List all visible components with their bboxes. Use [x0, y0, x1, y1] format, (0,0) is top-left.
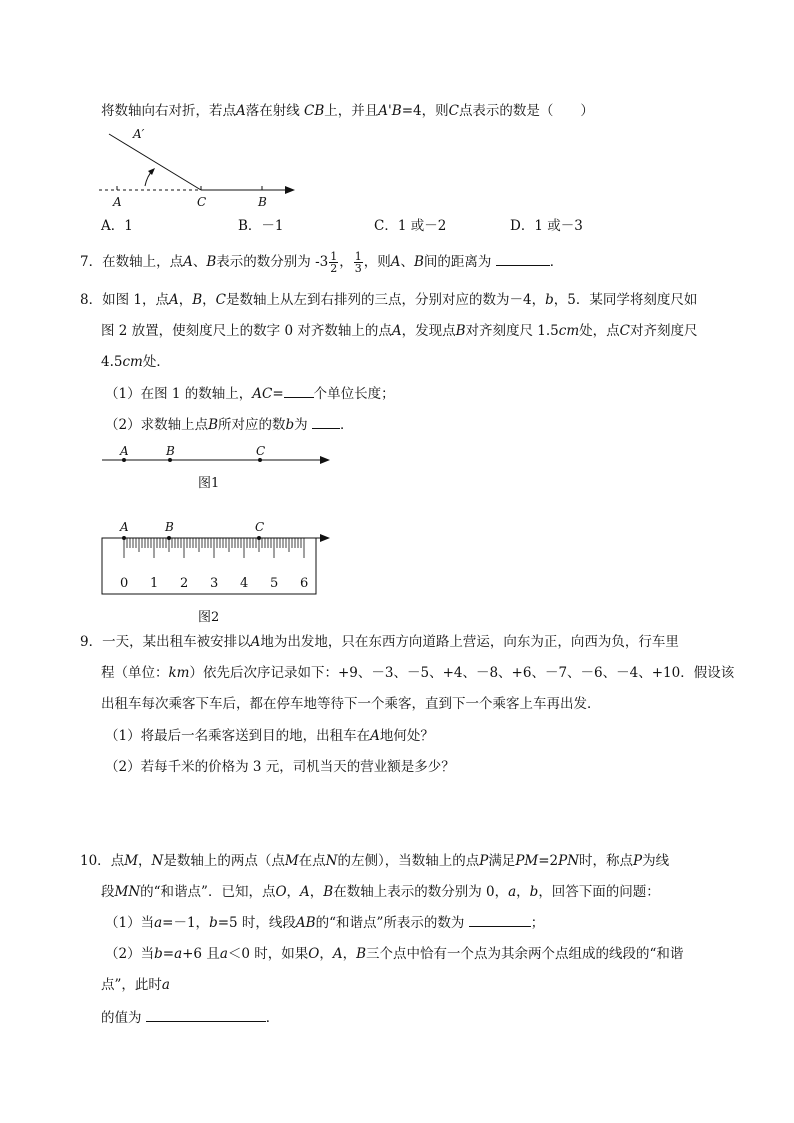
q8-fig2-arrowhead	[320, 534, 330, 542]
q8-fig1-label-b: B	[166, 444, 175, 458]
q9-line1: 9．一天，某出租车被安排以A地为出发地，只在东西方向道路上营运，向东为正，向西为负，行车里	[80, 634, 679, 650]
q8-fig2-point-c	[257, 536, 261, 540]
q6-option-c: C．1 或－2	[374, 218, 447, 234]
q8-fig2-point-a	[122, 536, 126, 540]
q8-fig2-label-b: B	[165, 520, 174, 534]
q10-sub1: （1）当a=－1，b=5 时，线段AB的“和谐点”所表示的数为 ；	[105, 915, 545, 931]
q8-fig1-point-c	[258, 458, 262, 462]
ruler-tick-label: 6	[300, 576, 309, 591]
q8-fig1-label-c: C	[256, 444, 266, 458]
q8-fig2-caption: 图2	[198, 610, 220, 625]
q8-fig1-point-a	[122, 458, 126, 462]
q8-figure-2	[98, 517, 338, 629]
q7-answer-blank[interactable]	[496, 253, 550, 266]
q8-fig1-point-b	[168, 458, 172, 462]
q6-option-d: D．1 或－3	[510, 218, 583, 234]
q8-fig2-label-a: A	[120, 520, 129, 534]
q8-fig1-arrowhead	[320, 456, 330, 464]
q10-sub2: （2）当b=a+6 且a＜0 时，如果O，A，B三个点中恰有一个点为其余两个点组成的线段的“和谐	[105, 946, 684, 962]
q6-label-aprime: A′	[133, 127, 145, 141]
q10-line2: 段MN的“和谐点”．已知，点O，A，B在数轴上表示的数分别为 0，a，b，回答下面的问题：	[101, 884, 660, 900]
ruler-tick-label: 1	[150, 576, 159, 591]
ruler-tick-label: 5	[270, 576, 279, 591]
q6-label-c: C	[197, 195, 207, 209]
q8-sub1-answer-blank[interactable]	[284, 385, 314, 398]
q6-folded-ray	[109, 134, 201, 190]
q8-sub1: （1）在图 1 的数轴上，AC= 个单位长度；	[105, 386, 395, 402]
q10-sub2-answer-blank[interactable]	[146, 1009, 266, 1022]
q7-stem: 7．在数轴上，点A、B表示的数分别为 -3 $\frac{1}{2}$ ， $\frac{1}{3}$ ，则A、B间的距离为 ．	[80, 250, 564, 275]
q9-line3: 出租车每次乘客下车后，都在停车地等待下一个乘客，直到下一个乘客上车再出发．	[101, 696, 601, 712]
q9-sub2: （2）若每千米的价格为 3 元，司机当天的营业额是多少？	[105, 759, 455, 775]
q10-line1: 10．点M，N是数轴上的两点（点M在点N的左侧），当数轴上的点P满足PM=2PN时，称点P为线	[80, 853, 670, 869]
q8-fig2-ruler-body	[102, 538, 316, 594]
ruler-tick-label: 2	[180, 576, 189, 591]
q8-fig2-point-b	[167, 536, 171, 540]
q8-fig1-caption: 图1	[198, 476, 220, 491]
q8-line2: 图 2 放置，使刻度尺上的数字 0 对齐数轴上的点A，发现点B对齐刻度尺 1.5cm处，点C对齐刻度尺	[101, 323, 698, 339]
q6-label-a: A	[113, 195, 122, 209]
q8-line1: 8．如图 1，点A，B，C是数轴上从左到右排列的三点，分别对应的数为－4，b，5．某同学将刻度尺如	[80, 292, 698, 308]
q8-figure-1	[98, 444, 338, 494]
q6-axis-arrowhead	[285, 186, 295, 194]
q9-sub1: （1）将最后一名乘客送到目的地，出租车在A地何处？	[105, 728, 434, 744]
q10-sub1-answer-blank[interactable]	[469, 914, 531, 927]
q6-stem: 将数轴向右对折，若点A落在射线 CB上，并且A'B=4，则C点表示的数是（ ）	[101, 103, 594, 119]
q7-fraction-one-third: $\frac{1}{3}$	[354, 250, 362, 275]
q7-fraction-one-half: $\frac{1}{2}$	[330, 250, 338, 275]
ruler-tick-label: 4	[240, 576, 249, 591]
q10-last-line: 的值为 ．	[101, 1010, 280, 1026]
q10-sub2-cont: 点”，此时a	[101, 977, 170, 993]
q6-option-b: B．－1	[238, 218, 284, 234]
q9-line2: 程（单位：km）依先后次序记录如下：+9、－3、－5、+4、－8、+6、－7、－6、－4、+10．假设该	[101, 665, 735, 681]
ruler-tick-label: 3	[210, 576, 219, 591]
q8-sub2: （2）求数轴上点B所对应的数b为 ．	[105, 417, 354, 433]
q8-sub2-answer-blank[interactable]	[312, 416, 340, 429]
q6-fold-figure	[95, 124, 305, 212]
q6-label-b: B	[258, 195, 267, 209]
q8-fig2-label-c: C	[255, 520, 265, 534]
q6-option-a: A．1	[101, 218, 133, 234]
q8-fig1-label-a: A	[120, 444, 129, 458]
q8-line3: 4.5cm处．	[101, 354, 170, 370]
ruler-tick-label: 0	[120, 576, 129, 591]
